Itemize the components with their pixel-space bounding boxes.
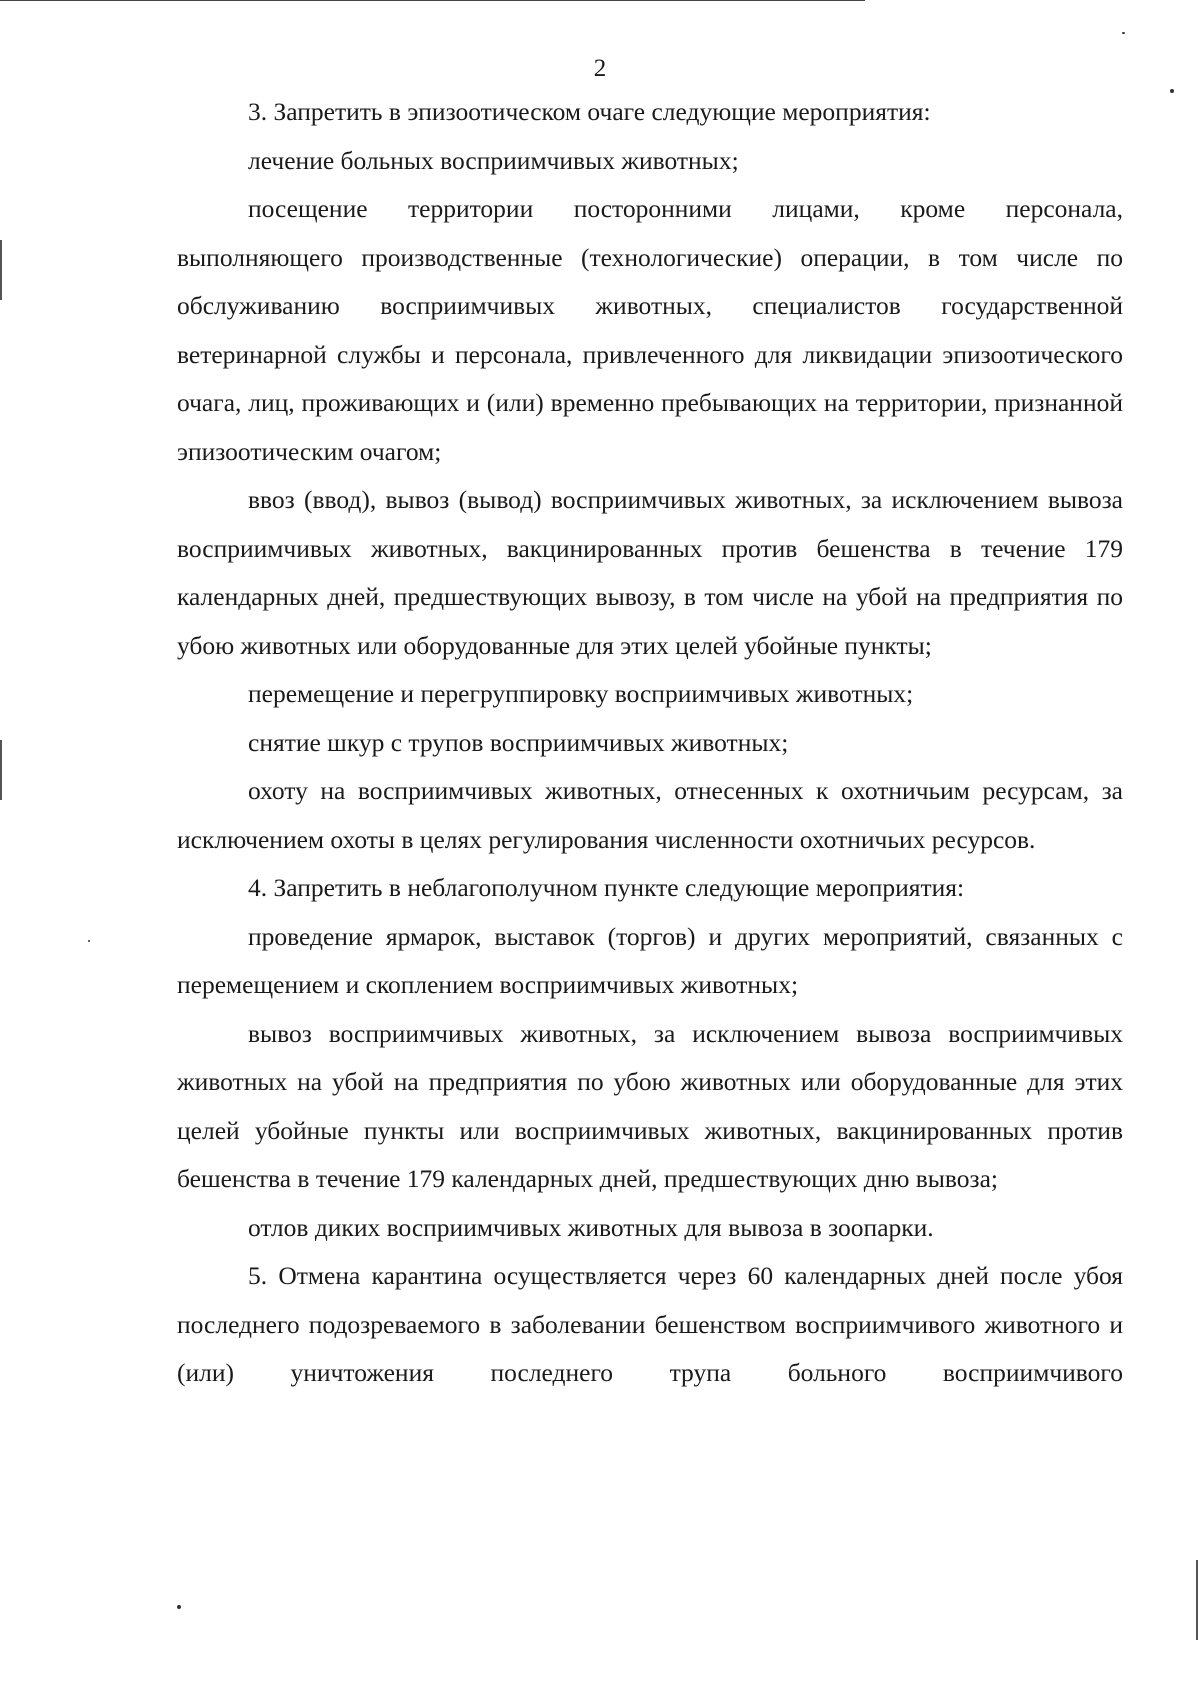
page-number: 2: [593, 55, 607, 82]
paragraph-item-3-import-export: ввоз (ввод), вывоз (вывод) восприимчивых животных, за исключением вывоза восприимчивых животных, вакцинированных против бешенства в течение 179 календарных дней, предшествующих вывозу, в том числе на убой на предприятия по убою животных или оборудованные для этих целей убойные пункты;: [177, 485, 1123, 660]
scan-speck: [1122, 32, 1125, 34]
paragraph-item-3-skinning: снятие шкур с трупов восприимчивых животных;: [248, 727, 789, 757]
paragraph-item-4-fairs: проведение ярмарок, выставок (торгов) и других мероприятий, связанных с перемещением и скоплением восприимчивых животных;: [177, 921, 1123, 999]
paragraph-item-4-heading: 4. Запретить в неблагополучном пункте следующие мероприятия:: [248, 873, 965, 902]
scan-speck: [1170, 89, 1174, 93]
scan-speck: [88, 940, 90, 942]
paragraph-item-3-visits: посещение территории посторонними лицами, кроме персонала, выполняющего производственные (технологические) операции, в том числе по обслуживанию восприимчивых животных, специалистов государственной ветеринарной службы и персонала, привлеченного для ликвидации эпизоотического очага, лиц, проживающих и (или) временно пребывающих на территории, признанной эпизоотическим очагом;: [177, 194, 1123, 466]
scan-edge-mark: [1196, 1560, 1198, 1640]
paragraph-item-4-export: вывоз восприимчивых животных, за исключением вывоза восприимчивых животных на убой на предприятия по убою животных или оборудованные для этих целей убойные пункты или восприимчивых животных, вакцинированных против бешенства в течение 179 календарных дней, предшествующих дню вывоза;: [177, 1018, 1123, 1193]
scan-edge-mark: [0, 740, 2, 800]
paragraph-item-3-heading: 3. Запретить в эпизоотическом очаге следующие мероприятия:: [248, 97, 931, 126]
paragraph-item-3-treatment: лечение больных восприимчивых животных;: [248, 145, 739, 175]
scan-edge-mark: [0, 240, 2, 300]
scan-speck: [177, 1605, 181, 1609]
paragraph-item-3-regrouping: перемещение и перегруппировку восприимчивых животных;: [248, 679, 914, 708]
document-body: [177, 88, 1123, 1398]
paragraph-item-4-capture: отлов диких восприимчивых животных для вывоза в зоопарки.: [248, 1212, 934, 1242]
paragraph-item-5-quarantine: 5. Отмена карантина осуществляется через 60 календарных дней после убоя последнего подозреваемого в заболевании бешенством восприимчивого животного и (или) уничтожения последнего трупа больного восприимчивого: [177, 1261, 1123, 1387]
scan-edge-line: [0, 0, 865, 1]
paragraph-item-3-hunting: охоту на восприимчивых животных, отнесенных к охотничьим ресурсам, за исключением охоты в целях регулирования численности охотничьих ресурсов.: [177, 776, 1123, 854]
